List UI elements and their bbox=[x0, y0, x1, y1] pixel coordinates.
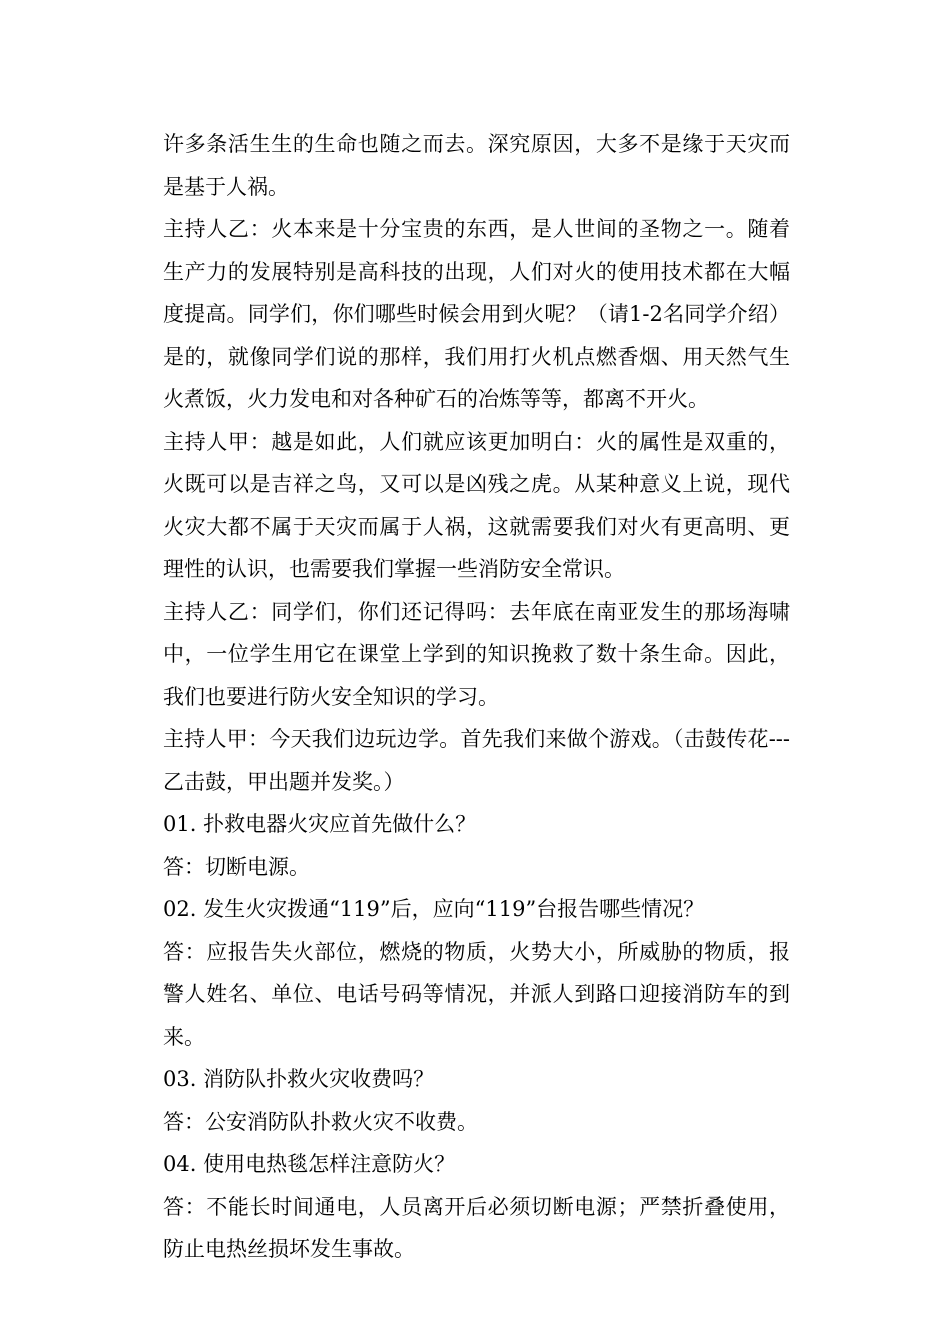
paragraph-intro-continuation: 许多条活生生的生命也随之而去。深究原因，大多不是缘于天灾而是基于人祸。 bbox=[163, 132, 790, 199]
answer-03: 答：公安消防队扑救火灾不收费。 bbox=[163, 1109, 478, 1134]
paragraph-host-a-game: 主持人甲：今天我们边玩边学。首先我们来做个游戏。（击鼓传花---乙击鼓，甲出题并发奖。） bbox=[163, 727, 790, 794]
question-01: 01. 扑救电器火灾应首先做什么？ bbox=[163, 812, 477, 836]
paragraph-host-a-dual-nature: 主持人甲：越是如此，人们就应该更加明白：火的属性是双重的，火既可以是吉祥之鸟，又可以是凶残之虎。从某种意义上说，现代火灾大都不属于天灾而属于人祸，这就需要我们对火有更高明、更理性的认识，也需要我们掌握一些消防安全常识。 bbox=[163, 429, 790, 581]
question-04: 04. 使用电热毯怎样注意防火？ bbox=[163, 1152, 456, 1176]
document-page bbox=[163, 123, 790, 1271]
answer-01: 答：切断电源。 bbox=[163, 854, 310, 879]
question-03: 03. 消防队扑救火灾收费吗？ bbox=[163, 1067, 435, 1091]
answer-04: 答：不能长时间通电，人员离开后必须切断电源；严禁折叠使用，防止电热丝损坏发生事故。 bbox=[163, 1194, 790, 1261]
paragraph-host-b-tsunami: 主持人乙：同学们，你们还记得吗：去年底在南亚发生的那场海啸中，一位学生用它在课堂上学到的知识挽救了数十条生命。因此，我们也要进行防火安全知识的学习。 bbox=[163, 599, 790, 709]
question-02: 02. 发生火灾拨通“119”后，应向“119”台报告哪些情况？ bbox=[163, 897, 705, 921]
paragraph-host-b-fire-value: 主持人乙：火本来是十分宝贵的东西，是人世间的圣物之一。随着生产力的发展特别是高科技的出现，人们对火的使用技术都在大幅度提高。同学们，你们哪些时候会用到火呢？（请1-2名同学介绍）是的，就像同学们说的那样，我们用打火机点燃香烟、用天然气生火煮饭，火力发电和对各种矿石的冶炼等等，都离不开火。 bbox=[163, 217, 790, 411]
answer-02: 答：应报告失火部位，燃烧的物质，火势大小，所威胁的物质，报警人姓名、单位、电话号码等情况，并派人到路口迎接消防车的到来。 bbox=[163, 939, 790, 1049]
